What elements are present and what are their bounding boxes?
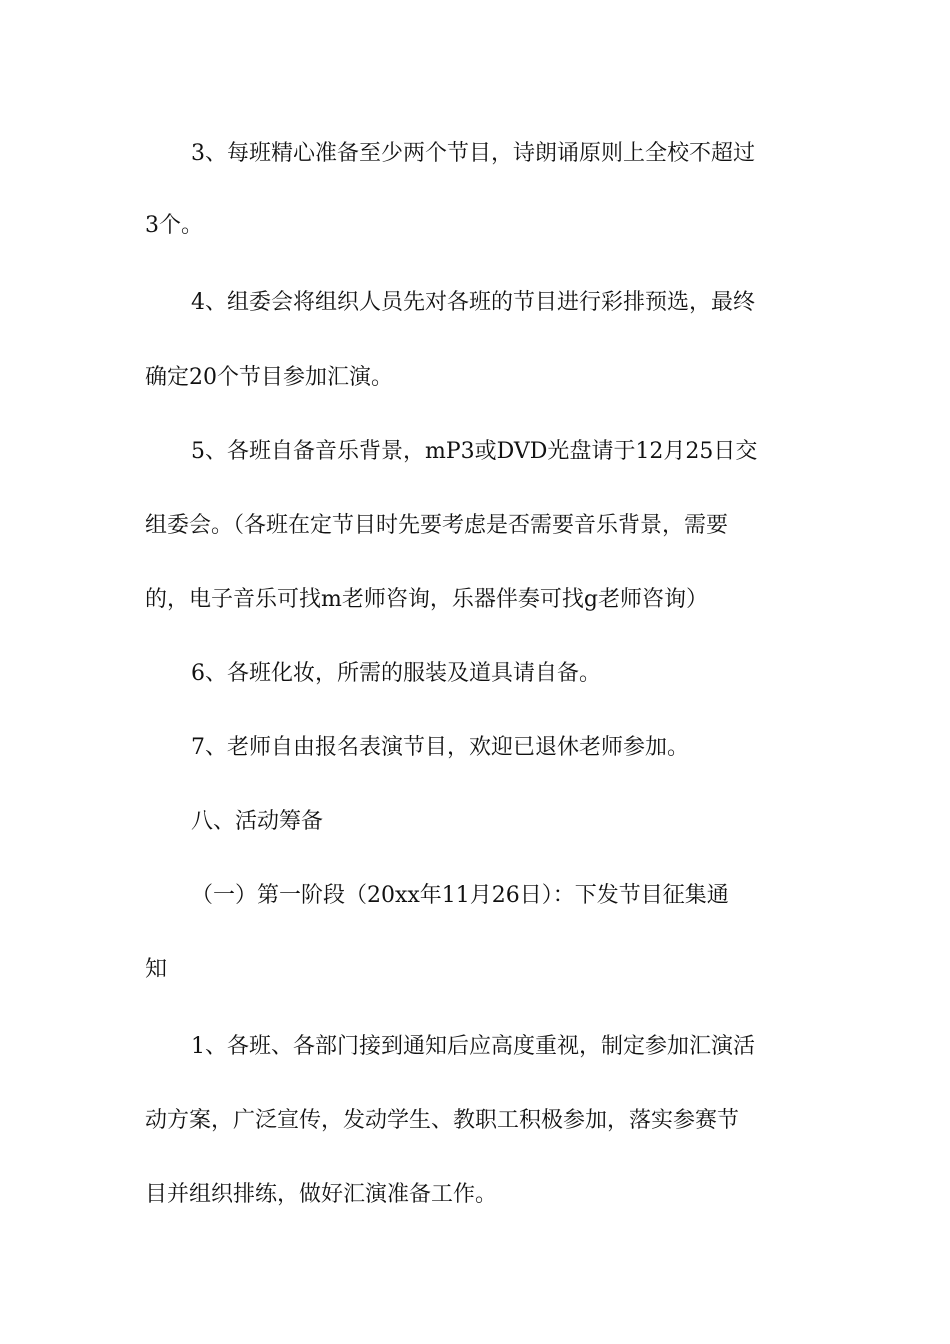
paragraph-line: （一）第一阶段（20xx年11月26日）：下发节目征集通 xyxy=(191,883,729,908)
paragraph-line: 1、各班、各部门接到通知后应高度重视，制定参加汇演活 xyxy=(191,1034,755,1059)
paragraph-line: 3个。 xyxy=(145,213,203,238)
paragraph-line: 知 xyxy=(145,957,168,982)
paragraph-line: 组委会。（各班在定节目时先要考虑是否需要音乐背景，需要 xyxy=(145,513,729,538)
paragraph-line: 确定20个节目参加汇演。 xyxy=(145,365,393,390)
paragraph-line: 目并组织排练，做好汇演准备工作。 xyxy=(145,1182,498,1207)
document-body xyxy=(145,0,810,1344)
paragraph-line: 6、各班化妆，所需的服装及道具请自备。 xyxy=(191,661,601,686)
paragraph-line: 4、组委会将组织人员先对各班的节目进行彩排预选，最终 xyxy=(191,290,755,315)
paragraph-line: 动方案，广泛宣传，发动学生、教职工积极参加，落实参赛节 xyxy=(145,1108,740,1133)
section-heading: 八、活动筹备 xyxy=(191,809,324,834)
paragraph-line: 5、各班自备音乐背景，mP3或DVD光盘请于12月25日交 xyxy=(191,439,758,464)
paragraph-line: 7、老师自由报名表演节目，欢迎已退休老师参加。 xyxy=(191,735,689,760)
paragraph-line: 的，电子音乐可找m老师咨询，乐器伴奏可找g老师咨询） xyxy=(145,587,708,612)
paragraph-line: 3、每班精心准备至少两个节目，诗朗诵原则上全校不超过 xyxy=(191,141,755,166)
